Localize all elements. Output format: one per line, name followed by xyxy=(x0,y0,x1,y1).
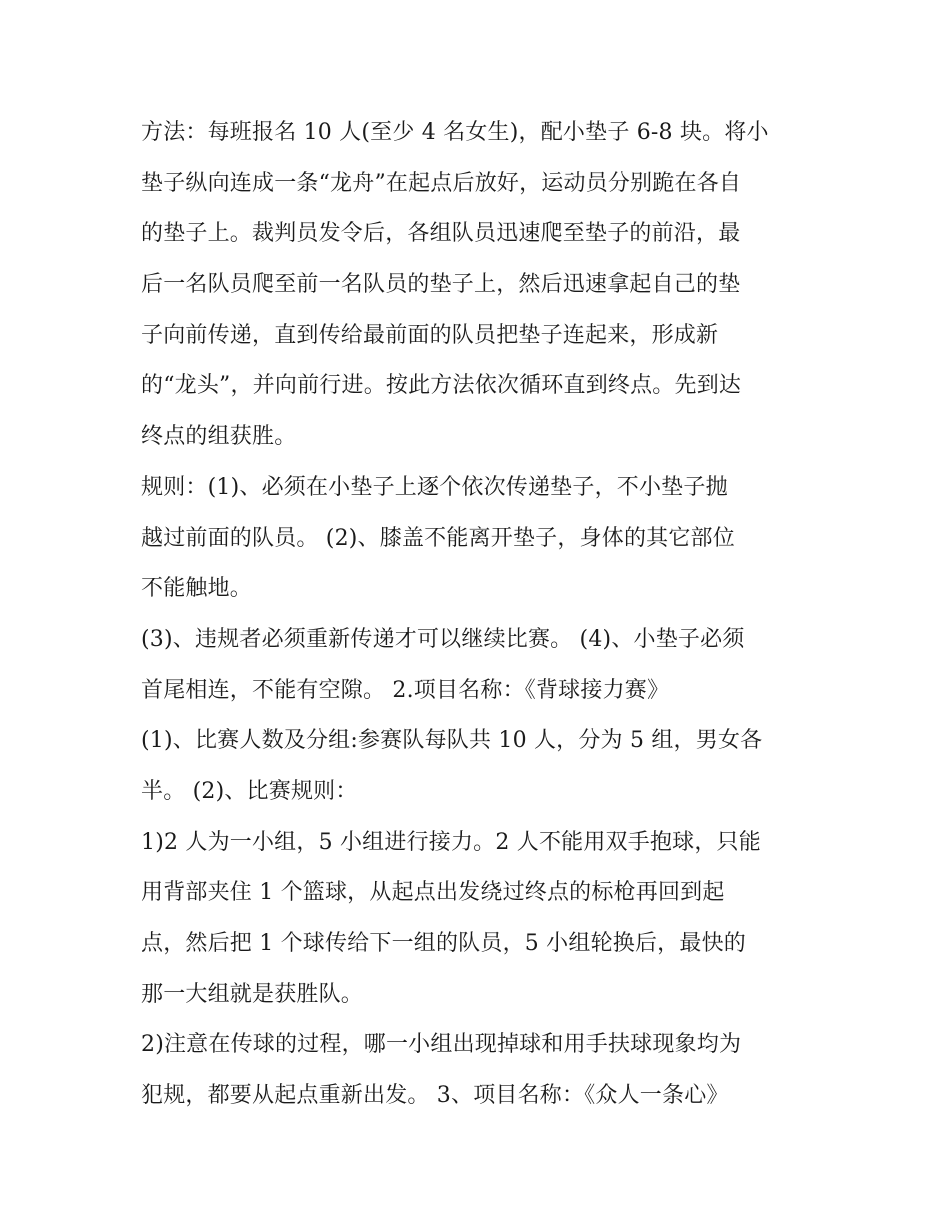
text-line: 垫子纵向连成一条“龙舟”在起点后放好，运动员分别跪在各自 xyxy=(141,170,742,196)
text-line: (3)、违规者必须重新传递才可以继续比赛。 (4)、小垫子必须 xyxy=(141,626,745,652)
text-line: 2)注意在传球的过程，哪一小组出现掉球和用手扶球现象均为 xyxy=(141,1032,742,1058)
text-line: 半。 (2)、比赛规则： xyxy=(141,778,358,804)
text-line: 后一名队员爬至前一名队员的垫子上，然后迅速拿起自己的垫 xyxy=(141,272,741,298)
text-line: 犯规，都要从起点重新出发。 3、项目名称：《众人一条心》 xyxy=(141,1083,729,1109)
text-line: 用背部夹住 1 个篮球，从起点出发绕过终点的标枪再回到起 xyxy=(141,880,725,906)
text-line: 终点的组获胜。 xyxy=(141,424,297,450)
text-line: 的垫子上。裁判员发令后，各组队员迅速爬至垫子的前沿，最 xyxy=(141,221,741,247)
text-line: 不能触地。 xyxy=(141,576,253,602)
text-line: 1)2 人为一小组，5 小组进行接力。2 人不能用双手抱球，只能 xyxy=(141,829,761,855)
text-line: 越过前面的队员。 (2)、膝盖不能离开垫子，身体的其它部位 xyxy=(141,525,735,551)
text-line: 那一大组就是获胜队。 xyxy=(141,981,364,1007)
text-line: 规则：(1)、必须在小垫子上逐个依次传递垫子，不小垫子抛 xyxy=(141,474,728,500)
text-line: 首尾相连，不能有空隙。 2.项目名称：《背球接力赛》 xyxy=(141,677,670,703)
text-line: (1)、比赛人数及分组:参赛队每队共 10 人，分为 5 组，男女各 xyxy=(141,728,763,754)
text-line: 方法：每班报名 10 人(至少 4 名女生)，配小垫子 6-8 块。将小 xyxy=(141,120,769,145)
text-line: 的“龙头”，并向前行进。按此方法依次循环直到终点。先到达 xyxy=(141,373,742,399)
body-text xyxy=(141,108,821,1122)
text-line: 子向前传递，直到传给最前面的队员把垫子连起来，形成新 xyxy=(141,322,719,348)
text-line: 点，然后把 1 个球传给下一组的队员，5 小组轮换后，最快的 xyxy=(141,931,746,956)
